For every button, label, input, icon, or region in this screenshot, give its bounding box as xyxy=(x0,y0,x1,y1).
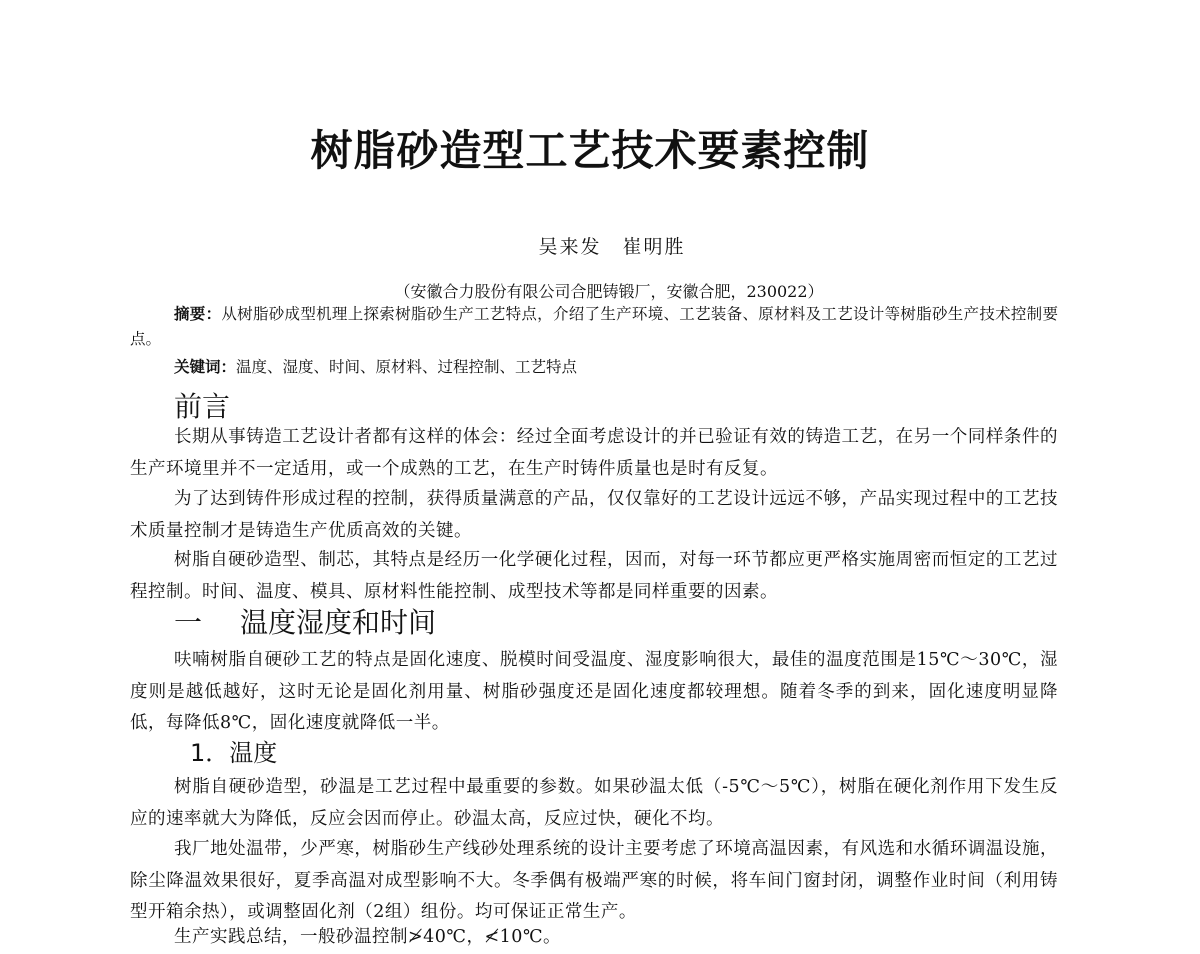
subsection-1-heading: 1．温度 xyxy=(190,739,278,767)
authors: 吴来发 崔明胜 xyxy=(538,236,686,258)
subsection-1-paragraph-3: 生产实践总结，一般砂温控制≯40℃，≮10℃。 xyxy=(174,927,562,947)
keywords-label: 关键词： xyxy=(174,358,237,376)
abstract-label: 摘要： xyxy=(174,305,222,323)
intro-paragraph-2: 为了达到铸件形成过程的控制，获得质量满意的产品，仅仅靠好的工艺设计远远不够，产品实现过程中的工艺技术质量控制才是铸造生产优质高效的关键。 xyxy=(130,489,1058,541)
abstract-text: 从树脂砂成型机理上探索树脂砂生产工艺特点，介绍了生产环境、工艺装备、原材料及工艺设计等树脂砂生产技术控制要点。 xyxy=(130,305,1058,348)
section-1-paragraph-1: 呋喃树脂自硬砂工艺的特点是固化速度、脱模时间受温度、湿度影响很大，最佳的温度范围是15℃～30℃，湿度则是越低越好，这时无论是固化剂用量、树脂砂强度还是固化速度都较理想。随着冬季的到来，固化速度明显降低，每降低8℃，固化速度就降低一半。 xyxy=(130,650,1058,733)
subsection-1-paragraph-2: 我厂地处温带，少严寒，树脂砂生产线砂处理系统的设计主要考虑了环境高温因素，有风选和水循环调温设施，除尘降温效果很好，夏季高温对成型影响不大。冬季偶有极端严寒的时候，将车间门窗封闭，调整作业时间（利用铸型开箱余热），或调整固化剂（2组）组份。均可保证正常生产。 xyxy=(130,839,1058,922)
section-1-heading xyxy=(174,606,436,640)
abstract xyxy=(130,302,1058,352)
keywords-text: 温度、湿度、时间、原材料、过程控制、工艺特点 xyxy=(236,358,578,376)
intro-paragraph-1: 长期从事铸造工艺设计者都有这样的体会：经过全面考虑设计的并已验证有效的铸造工艺，在另一个同样条件的生产环境里并不一定适用，或一个成熟的工艺，在生产时铸件质量也是时有反复。 xyxy=(130,427,1058,479)
section-1-title: 温度湿度和时间 xyxy=(240,606,437,639)
affiliation: （安徽合力股份有限公司合肥铸锻厂，安徽合肥，230022） xyxy=(394,282,824,301)
paper-title: 树脂砂造型工艺技术要素控制 xyxy=(310,126,870,175)
intro-paragraph-3: 树脂自硬砂造型、制芯，其特点是经历一化学硬化过程，因而，对每一环节都应更严格实施周密而恒定的工艺过程控制。时间、温度、模具、原材料性能控制、成型技术等都是同样重要的因素。 xyxy=(130,550,1058,602)
intro-heading: 前言 xyxy=(174,390,231,423)
section-1-number: 一 xyxy=(174,606,203,639)
keywords xyxy=(130,356,1058,378)
subsection-1-paragraph-1: 树脂自硬砂造型，砂温是工艺过程中最重要的参数。如果砂温太低（-5℃～5℃），树脂在硬化剂作用下发生反应的速率就大为降低，反应会因而停止。砂温太高，反应过快，硬化不均。 xyxy=(130,777,1058,829)
